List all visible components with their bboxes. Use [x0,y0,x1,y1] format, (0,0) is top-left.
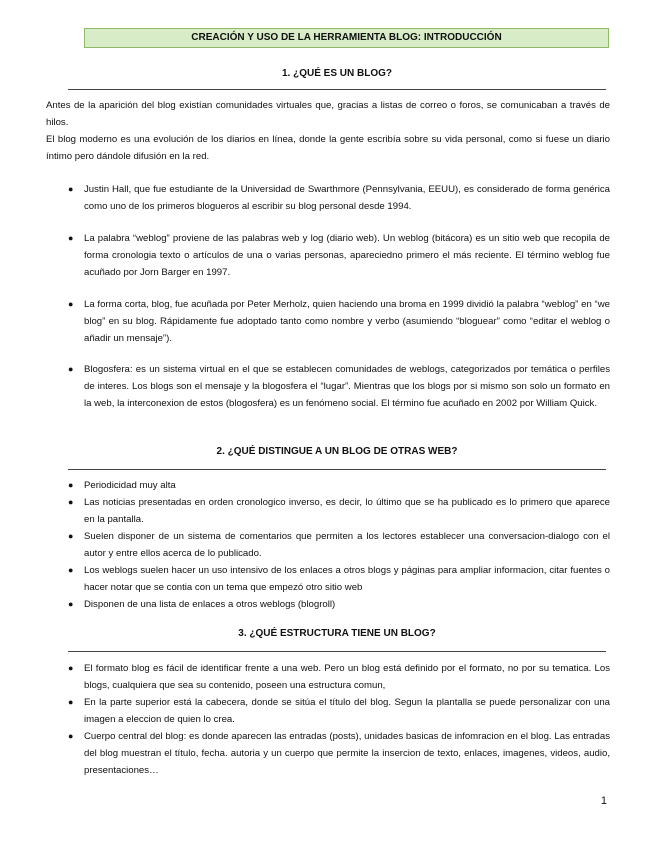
list-item-text: En la parte superior está la cabecera, donde se sitúa el título del blog. Segun la plantalla se puede personalizar con una imagen a eleccion de quien lo crea. [84,697,610,725]
list-item [68,181,610,215]
bullet-icon: ● [68,299,74,309]
list-item [68,477,610,494]
section-3-rule [68,651,606,652]
bullet-icon: ● [68,184,74,194]
list-item [68,296,610,347]
bullet-icon: ● [68,531,74,541]
list-item-text: Disponen de una lista de enlaces a otros weblogs (blogroll) [84,599,336,610]
section-1-rule [68,89,606,90]
list-item-text: La palabra “weblog” proviene de las palabras web y log (diario web). Un weblog (bitácora) es un sitio web que recopila de forma cronologia texto o artículos de una o varias personas, apareciedno primero el más reciente. El término weblog fue acuñado por Jorn Barger en 1997. [84,233,610,278]
list-item [68,728,610,779]
intro-paragraph-1: Antes de la aparición del blog existían comunidades virtuales que, gracias a listas de correo o foros, se comunicaban a través de hilos. [46,100,610,128]
bullet-icon: ● [68,599,74,609]
list-item-text: Las noticias presentadas en orden cronologico inverso, es decir, lo último que se ha publicado es lo primero que aparece en la pantalla. [84,497,610,525]
document-title: CREACIÓN Y USO DE LA HERRAMIENTA BLOG: INTRODUCCIÓN [84,28,609,48]
list-item [68,694,610,728]
bullet-icon: ● [68,480,74,490]
list-item [68,528,610,562]
page-number: 1 [600,795,607,807]
bullet-icon: ● [68,233,74,243]
list-item [68,494,610,528]
list-item-text: Suelen disponer de un sistema de comentarios que permiten a los lectores establecer una conversacion-dialogo con el autor y entre ellos acerca de lo publicado. [84,531,610,559]
list-item-text: Justin Hall, que fue estudiante de la Universidad de Swarthmore (Pennsylvania, EEUU), es considerado de forma genérica como uno de los primeros blogueros al escribir su blog personal desde 1994. [84,184,610,212]
list-item-text: Periodicidad muy alta [84,480,176,491]
list-item [68,596,610,613]
bullet-icon: ● [68,565,74,575]
section-3-heading: 3. ¿QUÉ ESTRUCTURA TIENE UN BLOG? [238,628,436,639]
section-2-rule [68,469,606,470]
section-2-heading: 2. ¿QUÉ DISTINGUE A UN BLOG DE OTRAS WEB? [216,446,458,457]
bullet-icon: ● [68,497,74,507]
list-item [68,230,610,281]
list-item [68,660,610,694]
list-item-text: La forma corta, blog, fue acuñada por Peter Merholz, quien haciendo una broma en 1999 dividió la palabra “weblog” en “we blog” en su blog. Rápidamente fue adoptado tanto como nombre y verbo (asumiendo “bloguear” como “editar el weblog o añadir un mensaje”). [84,299,610,344]
bullet-icon: ● [68,364,74,374]
list-item-text: El formato blog es fácil de identificar frente a una web. Pero un blog está definido por el formato, no por su tematica. Los blogs, cualquiera que sea su contenido, poseen una estructura comun, [84,663,610,691]
list-item-text: Cuerpo central del blog: es donde aparecen las entradas (posts), unidades basicas de infomracion en el blog. Las entradas del blog muestran el título, fecha. autoria y un cuerpo que permite la insercion de texto, enlaces, imagenes, videos, audio, presentaciones… [84,731,610,776]
list-item-text: Los weblogs suelen hacer un uso intensivo de los enlaces a otros blogs y páginas para ampliar informacion, citar fuentes o hacer notar que se contia con un tema que empezó otro sitio web [84,565,610,593]
list-item-text: Blogosfera: es un sistema virtual en el que se establecen comunidades de weblogs, categorizados por temática o perfiles de interes. Los blogs son el mensaje y la blogosfera el “lugar”. Mientras que los blogs por si mismo son solo un formato en la web, la interconexion de estos (blogosfera) es un fenómeno social. El término fue acuñado en 2002 por William Quick. [84,364,610,409]
list-item [68,562,610,596]
bullet-icon: ● [68,697,74,707]
bullet-icon: ● [68,663,74,673]
list-item [68,361,610,429]
section-1-heading: 1. ¿QUÉ ES UN BLOG? [281,68,392,79]
bullet-icon: ● [68,731,74,741]
intro-paragraph-2: El blog moderno es una evolución de los diarios en línea, donde la gente escribía sobre su vida personal, como si fuese un diario íntimo pero dándole difusión en la red. [46,134,610,162]
